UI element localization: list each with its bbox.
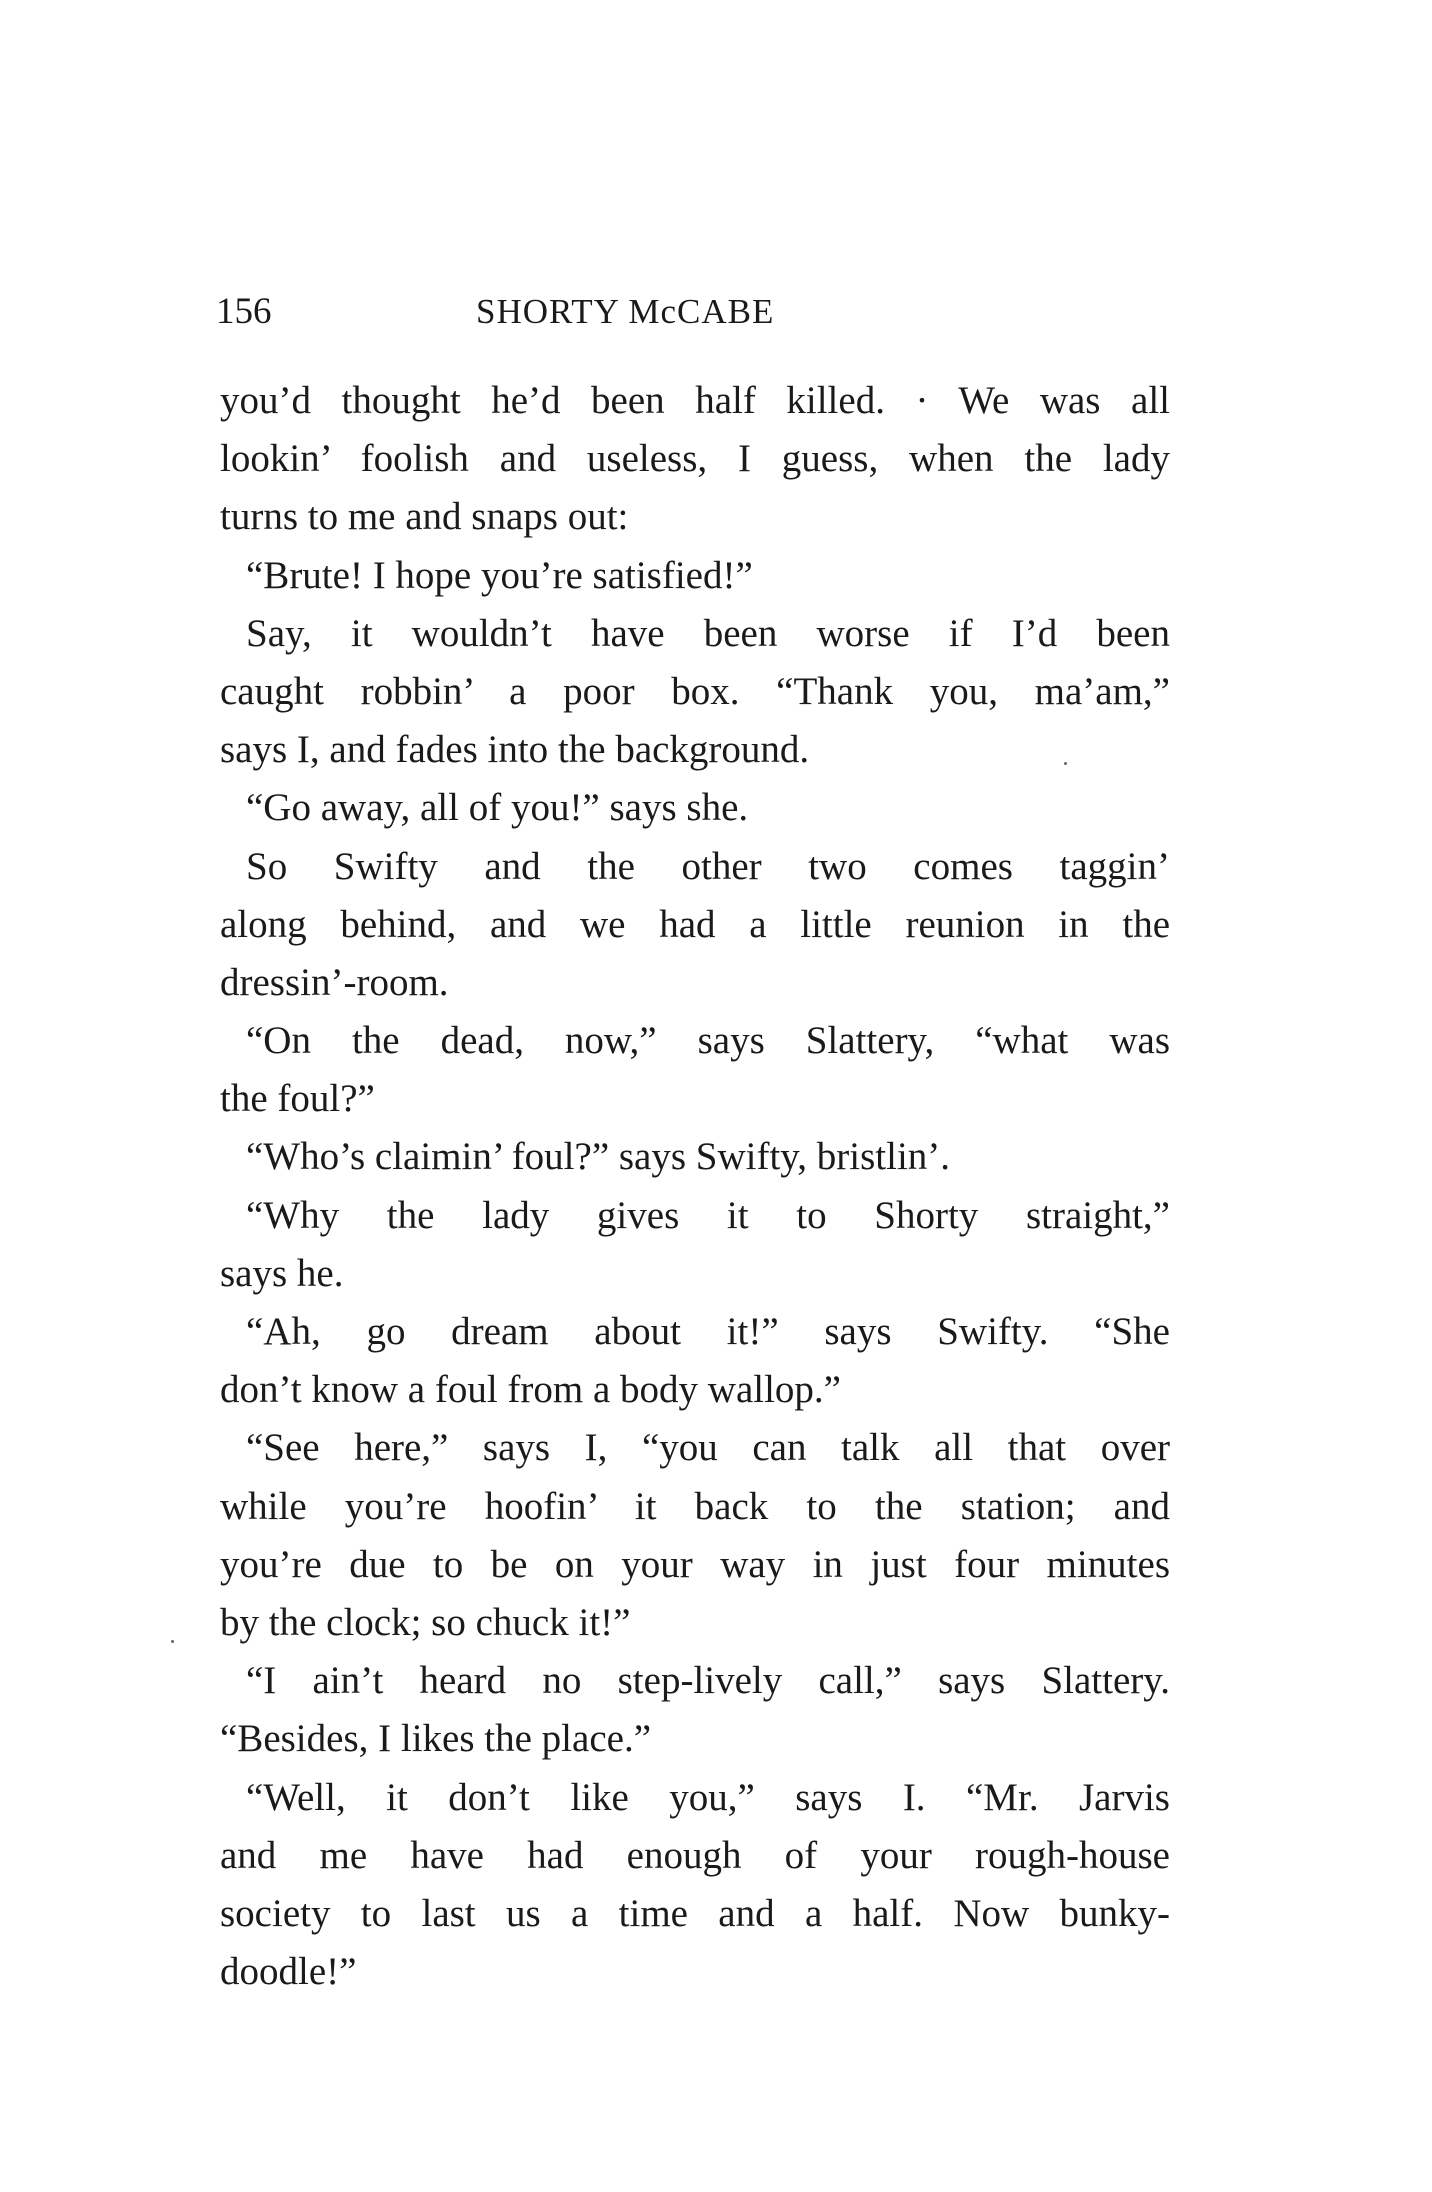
text-line: “Ah, go dream about it!” says Swifty. “She xyxy=(246,1310,1170,1353)
text-line: and me have had enough of your rough-house xyxy=(220,1833,1170,1877)
print-speck xyxy=(1064,762,1067,765)
text-line: “Besides, I likes the place.” xyxy=(220,1717,651,1761)
page-number: 156 xyxy=(216,291,272,332)
text-line: “Who’s claimin’ foul?” says Swifty, bristlin’. xyxy=(246,1135,951,1179)
text-line: doodle!” xyxy=(220,1950,357,1994)
book-title: SHORTY McCABE xyxy=(476,292,775,331)
text-line: society to last us a time and a half. Now bunky- xyxy=(220,1891,1170,1935)
text-line: says he. xyxy=(220,1251,344,1295)
text-line: So Swifty and the other two comes taggin’ xyxy=(246,844,1170,888)
text-line: says I, and fades into the background. xyxy=(220,728,810,772)
running-head xyxy=(216,284,1166,340)
body-text xyxy=(220,372,1170,2001)
text-line: you’re due to be on your way in just four minutes xyxy=(220,1542,1170,1586)
text-line: “On the dead, now,” says Slattery, “what was xyxy=(246,1019,1170,1063)
text-line: while you’re hoofin’ it back to the station; and xyxy=(220,1484,1170,1528)
text-line: “See here,” says I, “you can talk all that over xyxy=(246,1426,1170,1470)
text-line: don’t know a foul from a body wallop.” xyxy=(220,1368,841,1412)
text-line: “Go away, all of you!” says she. xyxy=(246,786,749,830)
print-speck xyxy=(171,1640,174,1643)
text-line: dressin’-room. xyxy=(220,960,449,1004)
text-line: Say, it wouldn’t have been worse if I’d been xyxy=(246,611,1170,655)
text-line: lookin’ foolish and useless, I guess, when the lady xyxy=(220,437,1170,481)
text-line: turns to me and snaps out: xyxy=(220,495,629,539)
text-line: “Brute! I hope you’re satisfied!” xyxy=(246,553,753,597)
text-line: “Well, it don’t like you,” says I. “Mr. Jarvis xyxy=(246,1775,1170,1819)
text-line: “Why the lady gives it to Shorty straight,” xyxy=(246,1193,1170,1237)
text-line: along behind, and we had a little reunion in the xyxy=(220,902,1170,946)
text-line: by the clock; so chuck it!” xyxy=(220,1600,631,1644)
text-line: “I ain’t heard no step-lively call,” says Slattery. xyxy=(246,1659,1170,1703)
text-line: the foul?” xyxy=(220,1077,375,1121)
text-line: you’d thought he’d been half killed. · We was all xyxy=(220,379,1170,422)
text-line: caught robbin’ a poor box. “Thank you, ma’am,” xyxy=(220,669,1170,713)
